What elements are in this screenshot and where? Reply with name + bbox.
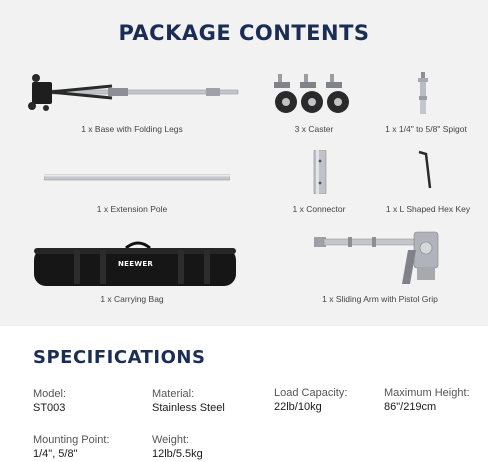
item-label-caster: 3 x Caster (294, 124, 334, 134)
spec-label: Mounting Point: (33, 434, 110, 446)
sliding-arm-illustration (314, 228, 448, 286)
carrying-bag-illustration (30, 238, 240, 288)
spec-label: Model: (33, 388, 67, 400)
spec-value: Stainless Steel (152, 402, 225, 414)
specifications-title: SPECIFICATIONS (33, 347, 206, 368)
item-label-extension-pole: 1 x Extension Pole (96, 204, 168, 214)
spec-weight (152, 433, 203, 461)
spec-model (33, 387, 66, 415)
item-label-sliding-arm: 1 x Sliding Arm with Pistol Grip (322, 294, 438, 304)
spec-material (152, 387, 225, 415)
spec-value: ST003 (33, 402, 66, 414)
hex-key-illustration (416, 150, 436, 190)
spec-label: Material: (152, 388, 195, 400)
item-label-spigot: 1 x 1/4" to 5/8" Spigot (385, 124, 467, 134)
connector-illustration (310, 150, 330, 194)
extension-pole-illustration (44, 172, 230, 184)
item-label-connector: 1 x Connector (292, 204, 346, 214)
spec-value: 1/4", 5/8" (33, 448, 78, 460)
bag-logo: NEEWER (118, 260, 154, 268)
spec-value: 86"/219cm (384, 401, 437, 413)
spec-maximum-height (384, 386, 470, 414)
spec-load-capacity (274, 386, 347, 414)
spec-mounting-point (33, 433, 109, 461)
spec-value: 22lb/10kg (274, 401, 322, 413)
item-label-hex-key: 1 x L Shaped Hex Key (385, 204, 471, 214)
caster-illustration (272, 72, 356, 116)
package-contents-title: PACKAGE CONTENTS (118, 21, 370, 45)
spigot-illustration (415, 72, 431, 116)
item-label-base: 1 x Base with Folding Legs (81, 124, 183, 134)
spec-label: Load Capacity: (274, 387, 348, 399)
spec-value: 12lb/5.5kg (152, 448, 203, 460)
item-label-carrying-bag: 1 x Carrying Bag (100, 294, 164, 304)
base-illustration (22, 68, 242, 114)
spec-label: Weight: (152, 434, 190, 446)
spec-label: Maximum Height: (384, 387, 470, 399)
